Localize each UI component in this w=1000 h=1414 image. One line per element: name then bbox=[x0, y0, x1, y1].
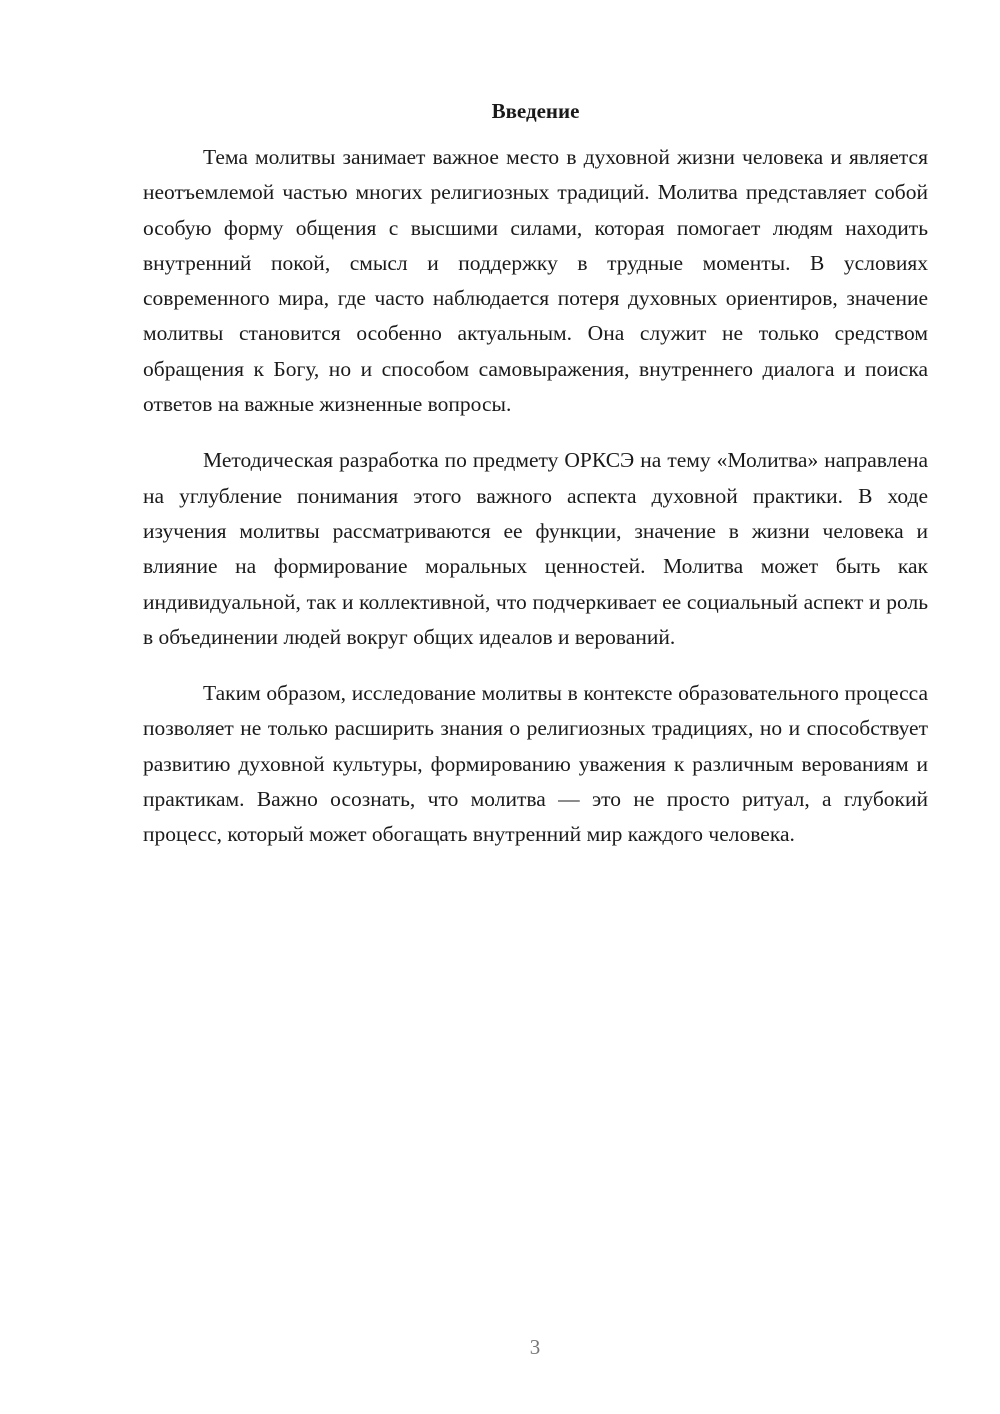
document-body bbox=[143, 96, 928, 874]
paragraph-2: Методическая разработка по предмету ОРКСЭ на тему «Молитва» направлена на углубление понимания этого важного аспекта духовной практики. В ходе изучения молитвы рассматриваются ее функции, значение в жизни человека и влияние на формирование моральных ценностей. Молитва может быть как индивидуальной, так и коллективной, что подчеркивает ее социальный аспект и роль в объединении людей вокруг общих идеалов и верований. bbox=[143, 448, 928, 649]
paragraph-3: Таким образом, исследование молитвы в контексте образовательного процесса позволяет не только расширить знания о религиозных традициях, но и способствует развитию духовной культуры, формированию уважения к различным верованиям и практикам. Важно осознать, что молитва — это не просто ритуал, а глубокий процесс, который может обогащать внутренний мир каждого человека. bbox=[143, 681, 928, 847]
page-number: 3 bbox=[529, 1335, 541, 1359]
section-heading: Введение bbox=[491, 99, 580, 123]
paragraph-1: Тема молитвы занимает важное место в духовной жизни человека и является неотъемлемой частью многих религиозных традиций. Молитва представляет собой особую форму общения с высшими силами, которая помогает людям находить внутренний покой, смысл и поддержку в трудные моменты. В условиях современного мира, где часто наблюдается потеря духовных ориентиров, значение молитвы становится особенно актуальным. Она служит не только средством обращения к Богу, но и способом самовыражения, внутреннего диалога и поиска ответов на важные жизненные вопросы. bbox=[143, 145, 928, 417]
